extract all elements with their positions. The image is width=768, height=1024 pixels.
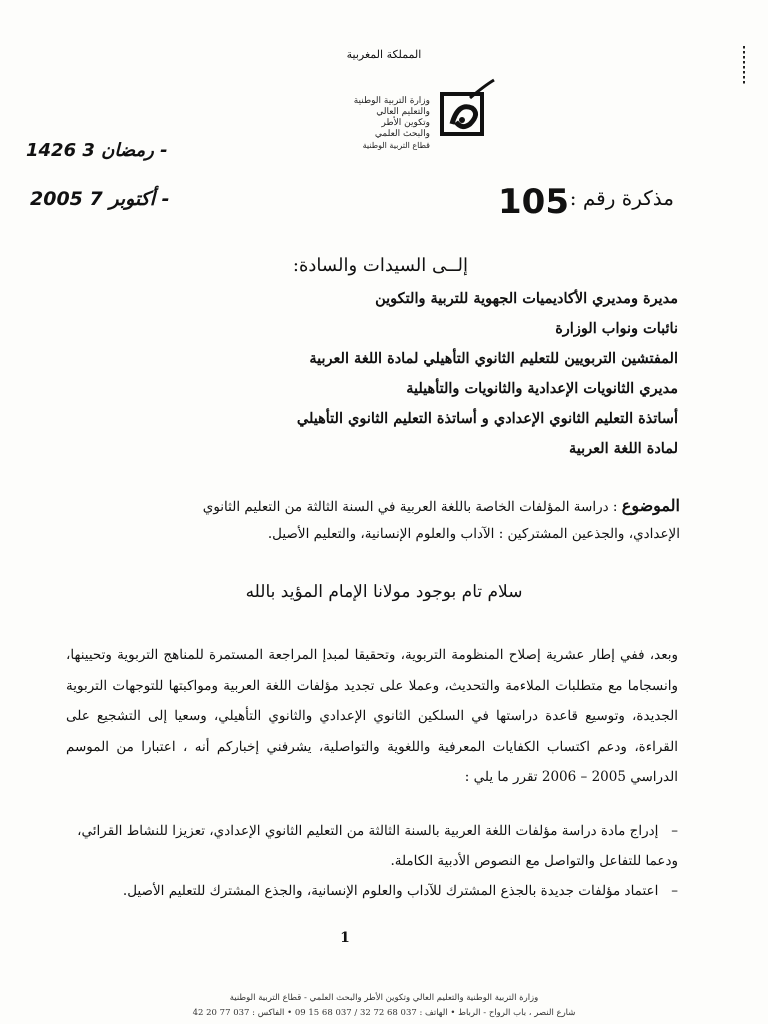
salutation: سلام تام بوجود مولانا الإمام المؤيد بالله xyxy=(245,582,523,602)
ministry-line: وتكوين الأطر xyxy=(381,118,430,128)
addressee-line: أساتذة التعليم الثانوي الإعدادي و أساتذة التعليم الثانوي التأهيلي xyxy=(296,410,678,427)
ministry-logo-icon xyxy=(440,78,498,142)
ministry-line: قطاع التربية الوطنية xyxy=(362,141,430,150)
addressee-line: لمادة اللغة العربية xyxy=(568,440,678,457)
kingdom-title: المملكة المغربية xyxy=(346,48,422,61)
subject-line-2: الإعدادي، والجذعين المشتركين : الآداب والعلوم الإنسانية، والتعليم الأصيل. xyxy=(267,526,680,542)
ministry-line: والتعليم العالي xyxy=(376,107,430,117)
body-paragraph: وبعد، ففي إطار عشرية إصلاح المنظومة التربوية، وتحقيقا لمبدإ المراجعة المستمرة للمناهج التربوية وتحيينها، وانسجاما مع متطلبات الملاءمة والتحديث، وعملا على تجديد مؤلفات اللغة العربية ومواكبتها للتوجهات التربوية الجديدة، وتوسيع قاعدة دراستها في السلكين الثانوي الإعدادي والثانوي التأهيلي، وسعيا إلى التشجيع على القراءة، ودعم اكتساب الكفايات المعرفية واللغوية والتواصلية، يشرفني إخباركم أنه ، اعتبارا من الموسم الدراسي 2005 – 2006 تقرر ما يلي : xyxy=(66,647,678,785)
subject-text: : دراسة المؤلفات الخاصة باللغة العربية في السنة الثالثة من التعليم الثانوي xyxy=(202,499,618,515)
subject-line xyxy=(203,496,680,515)
addressee-line: مديرة ومديري الأكاديميات الجهوية للتربية والتكوين xyxy=(375,290,678,307)
addressee-line: المفتشين التربويين للتعليم الثانوي التأهيلي لمادة اللغة العربية xyxy=(309,350,678,367)
memo-label: مذكرة رقم : xyxy=(569,186,674,210)
subject-label: الموضوع xyxy=(621,496,680,515)
list-item-text: إدراج مادة دراسة مؤلفات اللغة العربية بالسنة الثالثة من التعليم الثانوي الإعدادي، تعزيزا للنشاط القرائي، ودعما للتفاعل والتواصل مع النصوص الأدبية الكاملة. xyxy=(77,823,678,869)
footer-line-1: وزارة التربية الوطنية والتعليم العالي وتكوين الأطر والبحث العلمي - قطاع التربية الوطنية xyxy=(229,993,539,1003)
page-number: 1 xyxy=(340,930,350,946)
addressees-heading: إلــى السيدات والسادة: xyxy=(292,255,468,276)
list-item xyxy=(66,816,678,876)
hijri-date: 1426 رمضان 3 - xyxy=(26,140,168,161)
list-item xyxy=(66,876,678,906)
gregorian-date: 2005 أكتوبر 7 - xyxy=(30,188,170,210)
list-item-text: اعتماد مؤلفات جديدة بالجذع المشترك للآداب والعلوم الإنسانية، والجذع المشترك للتعليم الأصيل. xyxy=(122,883,659,899)
addressee-line: مديري الثانويات الإعدادية والثانويات والتأهيلية xyxy=(406,380,678,397)
list-bullet: – xyxy=(658,823,678,839)
ministry-line: والبحث العلمي xyxy=(374,129,430,139)
ministry-line: وزارة التربية الوطنية xyxy=(353,96,430,106)
footer-line-2: شارع النصر ، باب الرواح - الرباط • الهاتف : 037 68 72 32 / 037 68 15 09 • الفاكس : 037 77 20 42 xyxy=(192,1008,576,1018)
memo-number: 105 xyxy=(498,182,569,222)
addressee-line: نائبات ونواب الوزارة xyxy=(555,320,678,337)
list-bullet: – xyxy=(658,883,678,899)
ministry-name-block xyxy=(270,96,430,151)
